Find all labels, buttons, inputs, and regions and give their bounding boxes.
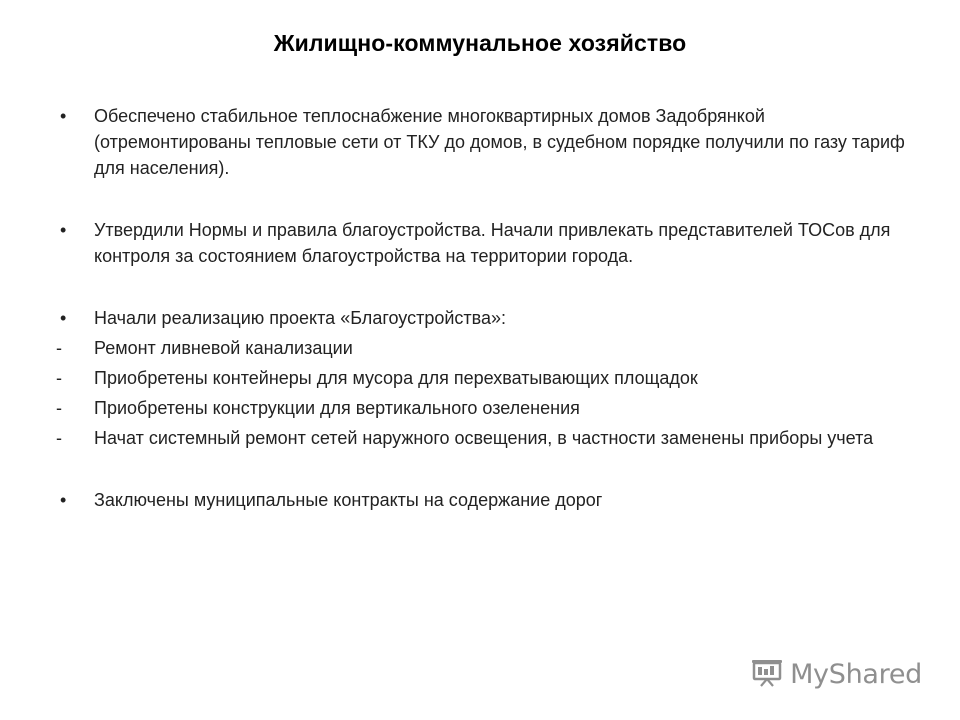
sub-list-item: [56, 365, 906, 391]
list-item: [56, 103, 906, 181]
dash-marker: -: [56, 398, 62, 418]
sub-list-item: [56, 395, 906, 421]
slide-title: Жилищно-коммунальное хозяйство: [273, 30, 687, 56]
list-item: [56, 305, 906, 331]
bullet-marker: •: [60, 308, 67, 328]
list-item: [56, 217, 906, 269]
myshared-watermark: [750, 657, 922, 692]
list-item: [56, 487, 906, 513]
list-item-text: Обеспечено стабильное теплоснабжение многоквартирных домов Задобрянкой (отремонтированы тепловые сети от ТКУ до домов, в судебном порядке получили по газу тариф для населения).: [94, 106, 905, 178]
sub-list-item-text: Начат системный ремонт сетей наружного освещения, в частности заменены приборы учета: [94, 428, 874, 448]
bullet-marker: •: [60, 490, 67, 510]
dash-marker: -: [56, 368, 62, 388]
watermark-text: MyShared: [790, 659, 922, 690]
dash-marker: -: [56, 428, 62, 448]
list-item-text: Заключены муниципальные контракты на содержание дорог: [94, 490, 603, 510]
list-item-text: Начали реализацию проекта «Благоустройства»:: [94, 308, 507, 328]
dash-marker: -: [56, 338, 62, 358]
bullet-marker: •: [60, 106, 67, 126]
sub-list-item-text: Ремонт ливневой канализации: [94, 338, 353, 358]
bullet-marker: •: [60, 220, 67, 240]
projector-screen-icon: [750, 657, 784, 692]
bullet-list: [56, 103, 906, 513]
sub-list-item: [56, 335, 906, 361]
list-item-text: Утвердили Нормы и правила благоустройства. Начали привлекать представителей ТОСов для контроля за состоянием благоустройства на территории города.: [94, 220, 891, 266]
sub-list-item-text: Приобретены конструкции для вертикального озеленения: [94, 398, 580, 418]
sub-list-item-text: Приобретены контейнеры для мусора для перехватывающих площадок: [94, 368, 698, 388]
sub-list-item: [56, 425, 906, 451]
